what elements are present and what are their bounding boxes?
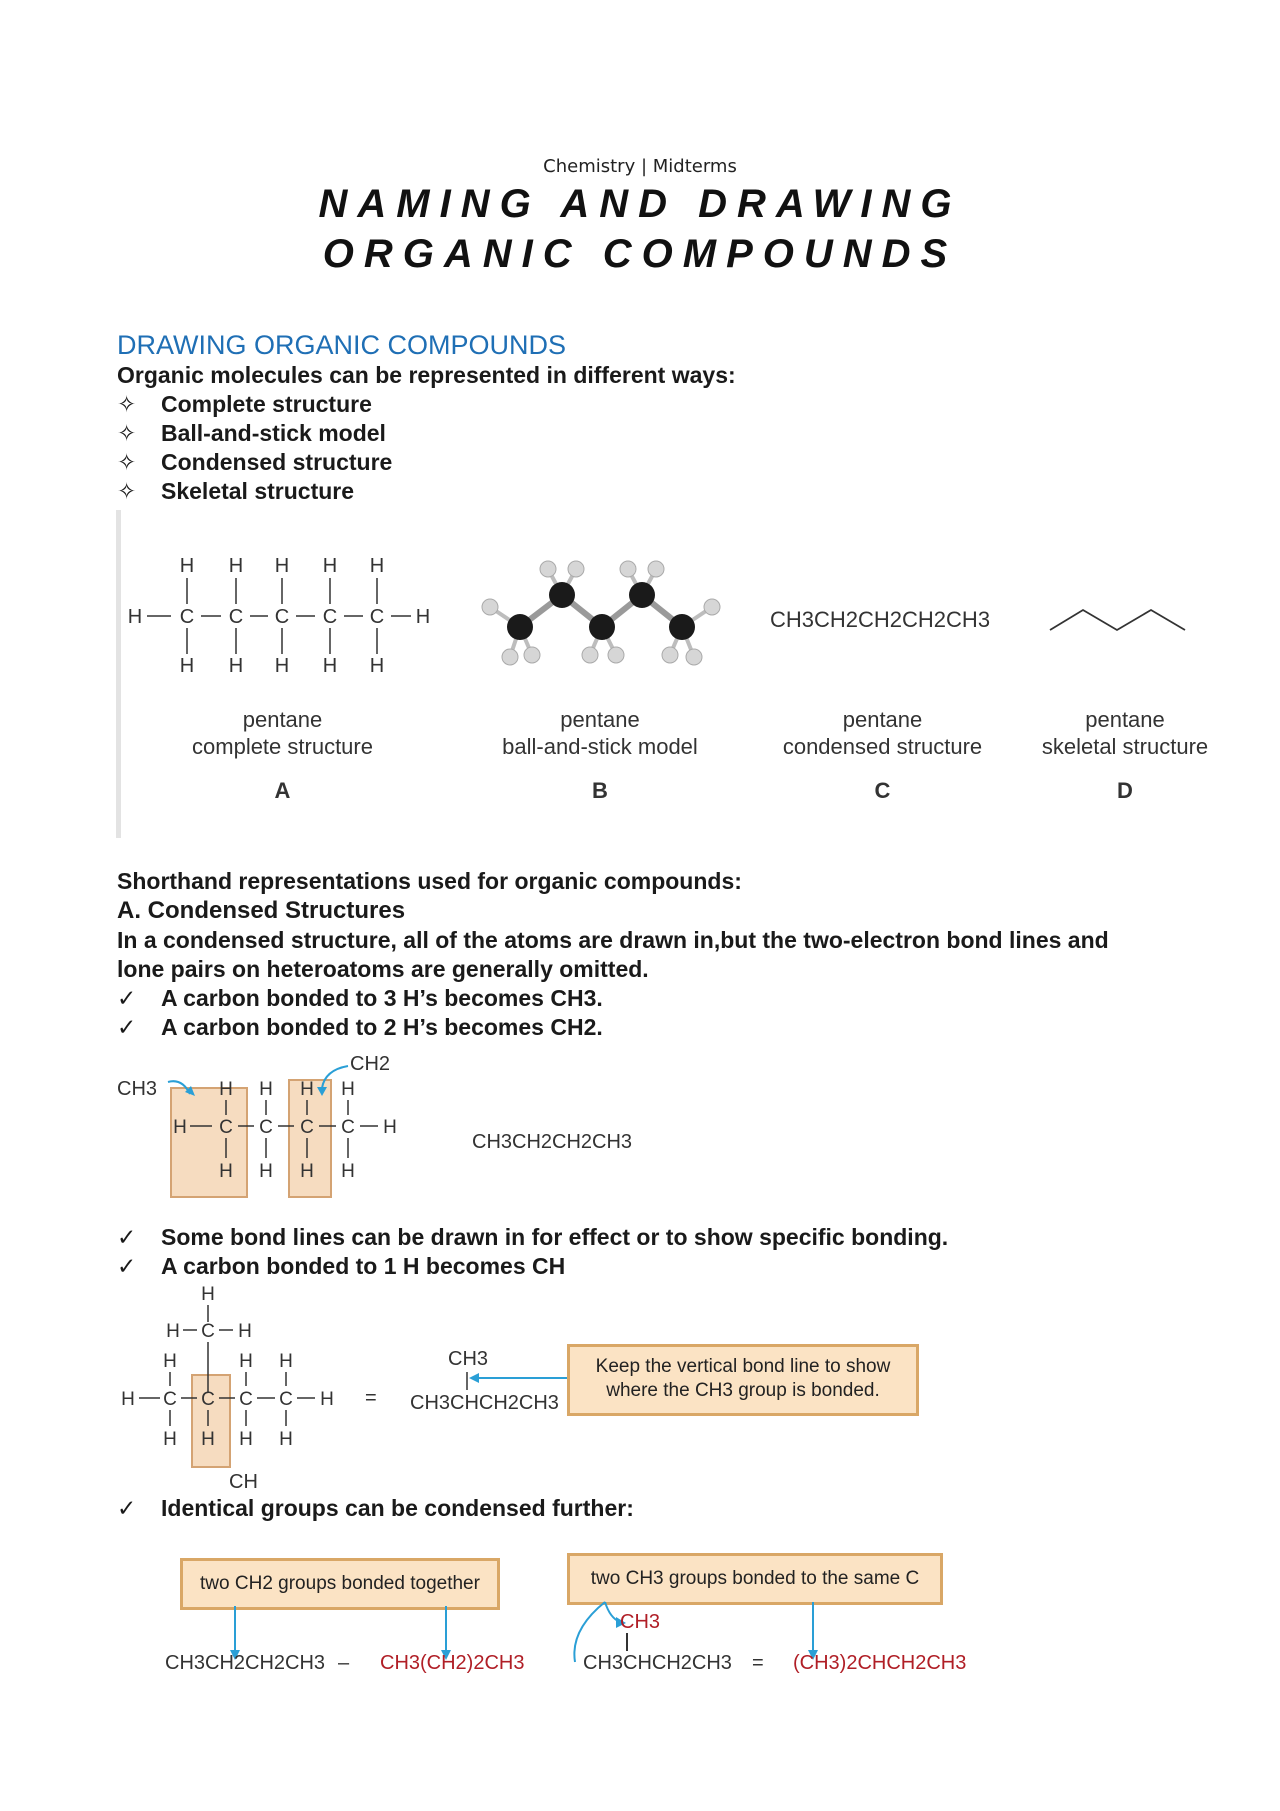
svg-text:H: H — [127, 606, 143, 628]
check-item: ✓ A carbon bonded to 1 H becomes CH — [117, 1253, 566, 1279]
svg-text:H: H — [320, 1389, 334, 1410]
butane-formula-expanded: CH3CH2CH2CH3 — [165, 1652, 326, 1674]
check-item: ✓ A carbon bonded to 2 H’s becomes CH2. — [117, 1014, 603, 1040]
svg-text:C: C — [279, 1389, 293, 1410]
svg-text:H: H — [369, 655, 385, 677]
sparkle-icon: ✧ — [117, 478, 137, 504]
svg-text:H: H — [300, 1161, 314, 1182]
svg-text:H: H — [322, 655, 338, 677]
methylbutane-condensed-formula: CH3CHCH2CH3 — [410, 1392, 559, 1414]
svg-text:H: H — [163, 1351, 177, 1372]
svg-text:H: H — [179, 655, 195, 677]
svg-text:H: H — [238, 1321, 252, 1342]
check-icon: ✓ — [117, 1224, 137, 1250]
svg-text:H: H — [415, 606, 431, 628]
svg-text:C: C — [201, 1321, 215, 1342]
right-equals: = — [752, 1652, 764, 1674]
svg-text:C: C — [259, 1117, 273, 1138]
svg-text:C: C — [219, 1117, 233, 1138]
check-icon: ✓ — [117, 1495, 137, 1521]
svg-text:H: H — [121, 1389, 135, 1410]
svg-text:H: H — [201, 1284, 215, 1305]
methylbutane-formula-grouped: (CH3)2CHCH2CH3 — [793, 1652, 967, 1674]
bullet-item: ✧ Condensed structure — [117, 449, 393, 475]
methylbutane-complete-structure — [115, 1280, 355, 1465]
caption-c-name: pentane — [842, 707, 923, 732]
callout-right: two CH3 groups bonded to the same C — [567, 1553, 943, 1605]
svg-text:C: C — [300, 1117, 314, 1138]
caption-c-letter: C — [874, 778, 891, 803]
svg-text:H: H — [166, 1321, 180, 1342]
svg-text:H: H — [369, 555, 385, 577]
check-item: ✓ A carbon bonded to 3 H’s becomes CH3. — [117, 985, 603, 1011]
svg-text:H: H — [341, 1079, 355, 1100]
svg-text:H: H — [322, 555, 338, 577]
svg-text:H: H — [239, 1429, 253, 1450]
caption-c-kind: condensed structure — [782, 734, 983, 759]
svg-text:H: H — [279, 1429, 293, 1450]
caption-a-letter: A — [274, 778, 291, 803]
svg-text:C: C — [274, 606, 290, 628]
caption-a-name: pentane — [242, 707, 323, 732]
header-subtitle: Chemistry | Midterms — [543, 156, 737, 177]
check-icon: ✓ — [117, 1253, 137, 1279]
page-title-line2: ORGANIC COMPOUNDS — [322, 232, 958, 276]
svg-text:H: H — [274, 555, 290, 577]
svg-text:H: H — [259, 1161, 273, 1182]
subheading-condensed: A. Condensed Structures — [117, 897, 406, 924]
pentane-complete-structure — [125, 550, 445, 680]
callout-line1: Keep the vertical bond line to show — [595, 1356, 891, 1377]
pentane-condensed-formula: CH3CH2CH2CH2CH3 — [770, 607, 991, 632]
svg-text:C: C — [369, 606, 385, 628]
figure-side-bar — [116, 510, 121, 838]
shorthand-intro: Shorthand representations used for organic compounds: — [117, 868, 742, 894]
caption-a-kind: complete structure — [192, 734, 373, 759]
check-item: ✓ Some bond lines can be drawn in for effect or to show specific bonding. — [117, 1224, 949, 1250]
label-ch3: CH3 — [117, 1078, 158, 1100]
paragraph-line2: lone pairs on heteroatoms are generally omitted. — [117, 956, 649, 982]
butane-condensed-formula: CH3CH2CH2CH3 — [472, 1131, 633, 1153]
svg-text:C: C — [179, 606, 195, 628]
bullet-item: ✧ Skeletal structure — [117, 478, 355, 504]
svg-text:H: H — [300, 1079, 314, 1100]
svg-text:H: H — [201, 1429, 215, 1450]
right-branch-ch3: CH3 — [620, 1611, 661, 1633]
svg-text:H: H — [279, 1351, 293, 1372]
caption-d-name: pentane — [1085, 707, 1165, 732]
caption-b-letter: B — [592, 778, 608, 803]
svg-text:C: C — [341, 1117, 355, 1138]
methylbutane-formula-expanded: CH3CHCH2CH3 — [583, 1652, 732, 1674]
check-icon: ✓ — [117, 985, 137, 1011]
label-ch: CH — [229, 1471, 258, 1493]
svg-text:H: H — [239, 1351, 253, 1372]
bullet-item: ✧ Ball-and-stick model — [117, 420, 386, 446]
svg-text:C: C — [239, 1389, 253, 1410]
label-ch2: CH2 — [350, 1053, 391, 1075]
caption-b-name: pentane — [560, 707, 640, 732]
svg-text:H: H — [341, 1161, 355, 1182]
callout-left: two CH2 groups bonded together — [180, 1558, 500, 1610]
bullet-item: ✧ Complete structure — [117, 391, 372, 417]
sparkle-icon: ✧ — [117, 420, 137, 446]
svg-text:H: H — [259, 1079, 273, 1100]
paragraph-line1: In a condensed structure, all of the atoms are drawn in,but the two-electron bond lines and — [117, 927, 1109, 953]
check-item: ✓ Identical groups can be condensed further: — [117, 1495, 634, 1521]
svg-text:H: H — [228, 555, 244, 577]
pentane-skeletal-structure — [1045, 600, 1205, 640]
svg-text:H: H — [274, 655, 290, 677]
callout-line2: where the CH3 group is bonded. — [606, 1380, 880, 1401]
equals-sign: = — [365, 1387, 377, 1409]
caption-b-kind: ball-and-stick model — [502, 734, 698, 759]
svg-text:H: H — [163, 1429, 177, 1450]
page-title-line1: NAMING AND DRAWING — [318, 182, 962, 226]
svg-text:C: C — [201, 1389, 215, 1410]
branch-ch3: CH3 — [448, 1348, 489, 1370]
svg-text:C: C — [228, 606, 244, 628]
callout-box — [567, 1344, 919, 1416]
check-icon: ✓ — [117, 1014, 137, 1040]
sparkle-icon: ✧ — [117, 449, 137, 475]
section-heading: DRAWING ORGANIC COMPOUNDS — [117, 330, 567, 360]
svg-text:H: H — [228, 655, 244, 677]
section-intro: Organic molecules can be represented in different ways: — [117, 362, 736, 388]
svg-text:H: H — [219, 1079, 233, 1100]
svg-text:H: H — [179, 555, 195, 577]
butane-formula-grouped: CH3(CH2)2CH3 — [380, 1652, 525, 1674]
svg-text:H: H — [383, 1117, 397, 1138]
svg-text:H: H — [173, 1117, 187, 1138]
pentane-ball-and-stick — [470, 555, 730, 675]
butane-complete-structure — [150, 1060, 410, 1200]
caption-d-letter: D — [1117, 778, 1133, 803]
svg-text:H: H — [219, 1161, 233, 1182]
svg-text:C: C — [322, 606, 338, 628]
svg-text:C: C — [163, 1389, 177, 1410]
sparkle-icon: ✧ — [117, 391, 137, 417]
left-separator: – — [338, 1652, 350, 1674]
caption-d-kind: skeletal structure — [1041, 734, 1209, 759]
right-branch-bond — [626, 1633, 628, 1651]
